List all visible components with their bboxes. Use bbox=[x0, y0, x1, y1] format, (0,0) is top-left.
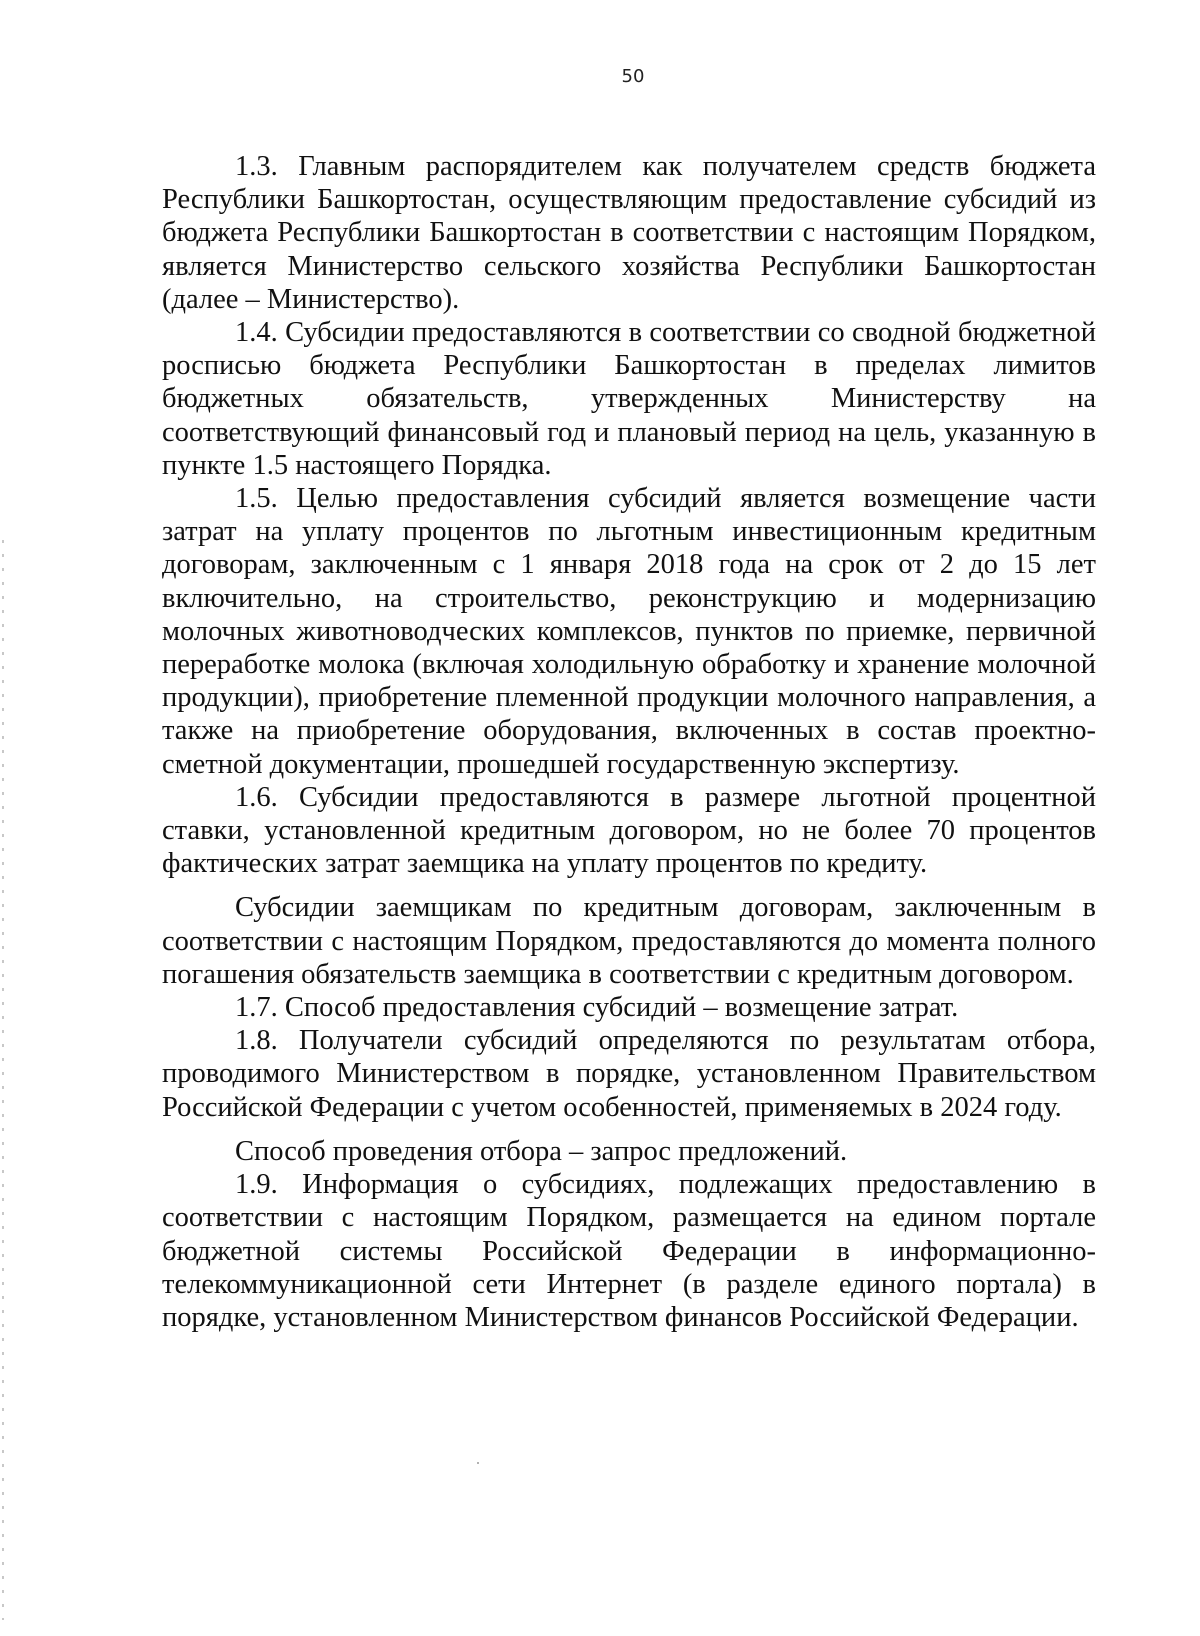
paragraph-1-3: 1.3. Главным распорядителем как получателем средств бюджета Республики Башкортостан, осуществляющим предоставление субсидий из бюджета Республики Башкортостан в соответствии с настоящим Порядком, является Министерство сельского хозяйства Республики Башкортостан (далее – Министерство). bbox=[162, 151, 1096, 315]
page-number: 50 bbox=[621, 66, 645, 87]
document-body bbox=[162, 150, 1096, 1334]
paragraph-1-8: 1.8. Получатели субсидий определяются по результатам отбора, проводимого Министерством в порядке, установленном Правительством Российской Федерации с учетом особенностей, применяемых в 2024 году. bbox=[162, 1025, 1096, 1123]
paragraph-1-6-continued: Субсидии заемщикам по кредитным договорам, заключенным в соответствии с настоящим Порядком, предоставляются до момента полного погашения обязательств заемщика в соответствии с кредитным договором. bbox=[162, 892, 1096, 990]
paragraph-1-5: 1.5. Целью предоставления субсидий является возмещение части затрат на уплату процентов по льготным инвестиционным кредитным договорам, заключенным с 1 января 2018 года на срок от 2 до 15 лет включительно, на строительство, реконструкцию и модернизацию молочных животноводческих комплексов, пунктов по приемке, первичной переработке молока (включая холодильную обработку и хранение молочной продукции), приобретение племенной продукции молочного направления, а также на приобретение оборудования, включенных в состав проектно-сметной документации, прошедшей государственную экспертизу. bbox=[162, 483, 1096, 780]
scan-edge-marks bbox=[2, 540, 4, 1620]
paragraph-1-9: 1.9. Информация о субсидиях, подлежащих предоставлению в соответствии с настоящим Порядком, размещается на едином портале бюджетной системы Российской Федерации в информационно-телекоммуникационной сети Интернет (в разделе единого портала) в порядке, установленном Министерством финансов Российской Федерации. bbox=[162, 1169, 1096, 1333]
paragraph-1-8-continued: Способ проведения отбора – запрос предложений. bbox=[235, 1135, 848, 1167]
paragraph-1-6: 1.6. Субсидии предоставляются в размере льготной процентной ставки, установленной кредитным договором, но не более 70 процентов фактических затрат заемщика на уплату процентов по кредиту. bbox=[162, 781, 1096, 880]
paragraph-1-4: 1.4. Субсидии предоставляются в соответствии со сводной бюджетной росписью бюджета Республики Башкортостан в пределах лимитов бюджетных обязательств, утвержденных Министерству на соответствующий финансовый год и плановый период на цель, указанную в пункте 1.5 настоящего Порядка. bbox=[162, 317, 1096, 481]
paragraph-1-7: 1.7. Способ предоставления субсидий – возмещение затрат. bbox=[235, 992, 959, 1024]
scan-speck bbox=[477, 1462, 479, 1464]
